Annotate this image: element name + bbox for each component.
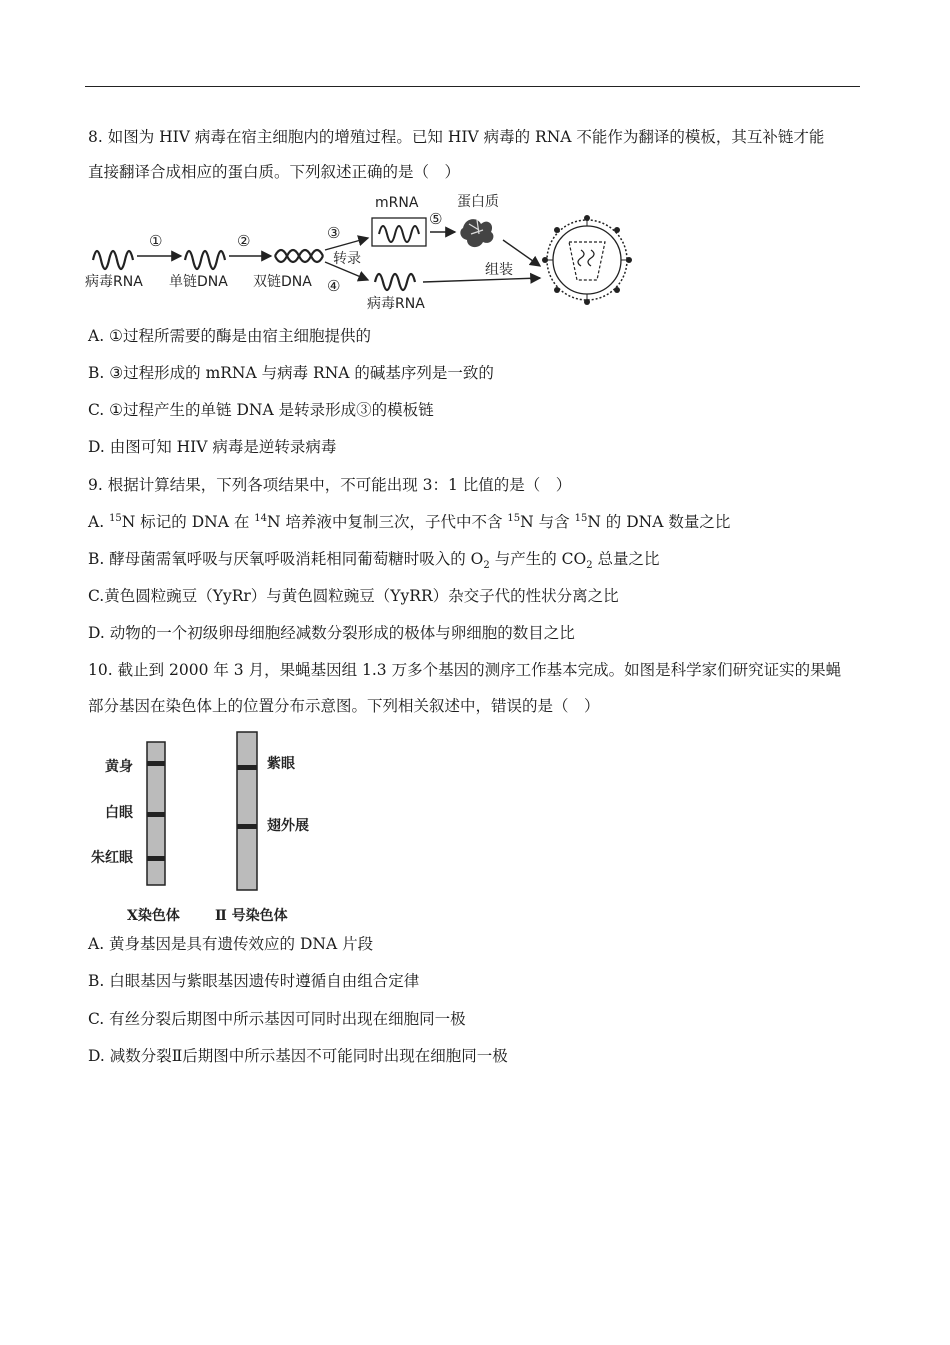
step-4-label: ④ — [327, 277, 341, 295]
chromosome-gene-map — [85, 728, 335, 928]
mrna-wave — [379, 226, 419, 242]
q8-option-a: A. ①过程所需要的酶是由宿主细胞提供的 — [88, 327, 371, 345]
hiv-replication-diagram — [85, 188, 635, 316]
x-chromosome-caption: X染色体 — [127, 908, 180, 924]
gene-label-wing-out: 翅外展 — [267, 818, 309, 834]
q9-stem: 9. 根据计算结果，下列各项结果中，不可能出现 3：1 比值的是（ ） — [88, 476, 572, 494]
step-3-label: ③ — [327, 224, 341, 242]
step-5-label: ⑤ — [429, 210, 443, 228]
q10-option-a: A. 黄身基因是具有遗传效应的 DNA 片段 — [88, 935, 374, 953]
x-gene-band-vermilion — [147, 856, 165, 861]
q8-stem-line1: 8. 如图为 HIV 病毒在宿主细胞内的增殖过程。已知 HIV 病毒的 RNA 不能作为翻译的模板，其互补链才能 — [88, 128, 825, 146]
virion-icon — [542, 215, 632, 305]
ss-dna-wave — [185, 251, 225, 269]
chromosome-ii-caption: Ⅱ 号染色体 — [215, 908, 288, 924]
x-gene-band-yellow — [147, 761, 165, 766]
label-virus-rna: 病毒RNA — [85, 274, 143, 290]
step-1-label: ① — [149, 232, 163, 250]
gene-label-purple-eye: 紫眼 — [267, 756, 295, 772]
label-assembly: 组装 — [485, 262, 513, 278]
label-transcription: 转录 — [333, 251, 361, 267]
q9-option-c: C.黄色圆粒豌豆（YyRr）与黄色圆粒豌豆（YyRR）杂交子代的性状分离之比 — [88, 587, 619, 605]
label-mrna: mRNA — [375, 195, 419, 211]
label-protein: 蛋白质 — [457, 194, 499, 210]
ii-gene-band-purple — [237, 765, 257, 770]
label-ss-dna: 单链DNA — [169, 274, 228, 290]
q10-option-b: B. 白眼基因与紫眼基因遗传时遵循自由组合定律 — [88, 972, 420, 990]
gene-label-vermilion-eye: 朱红眼 — [91, 850, 133, 866]
chromosome-ii — [237, 732, 257, 890]
ds-dna-helix-b — [275, 250, 323, 262]
virus-rna-wave — [93, 251, 133, 269]
q8-option-d: D. 由图可知 HIV 病毒是逆转录病毒 — [88, 438, 337, 456]
q9-option-b: B. 酵母菌需氧呼吸与厌氧呼吸消耗相同葡萄糖时吸入的 $O_2$ 与产生的 $CO_2$ 总量之比 — [88, 550, 660, 572]
q10-option-c: C. 有丝分裂后期图中所示基因可同时出现在细胞同一极 — [88, 1010, 466, 1028]
label-ds-dna: 双链DNA — [253, 274, 312, 290]
header-rule — [85, 86, 860, 87]
new-virus-rna-wave — [375, 274, 415, 290]
q9-option-a: A. $^{15}$N 标记的 DNA 在 $^{14}$N 培养液中复制三次，子代中不含 $^{15}$N 与含 $^{15}$N 的 DNA 数量之比 — [88, 512, 731, 531]
gene-label-white-eye: 白眼 — [105, 805, 133, 821]
gene-label-yellow-body: 黄身 — [105, 759, 133, 775]
q10-stem-line1: 10. 截止到 2000 年 3 月，果蝇基因组 1.3 万多个基因的测序工作基本完成。如图是科学家们研究证实的果蝇 — [88, 661, 842, 679]
q8-option-c: C. ①过程产生的单链 DNA 是转录形成③的模板链 — [88, 401, 434, 419]
step-2-label: ② — [237, 232, 251, 250]
label-virus-rna-2: 病毒RNA — [367, 296, 425, 312]
protein-blob — [460, 219, 493, 247]
q8-option-b: B. ③过程形成的 mRNA 与病毒 RNA 的碱基序列是一致的 — [88, 364, 494, 382]
x-gene-band-white — [147, 812, 165, 817]
q10-option-d: D. 减数分裂Ⅱ后期图中所示基因不可能同时出现在细胞同一极 — [88, 1047, 508, 1065]
q8-stem-line2: 直接翻译合成相应的蛋白质。下列叙述正确的是（ ） — [88, 163, 461, 181]
q9-option-d: D. 动物的一个初级卵母细胞经减数分裂形成的极体与卵细胞的数目之比 — [88, 624, 575, 642]
q10-stem-line2: 部分基因在染色体上的位置分布示意图。下列相关叙述中，错误的是（ ） — [88, 697, 600, 715]
ii-gene-band-dumpy — [237, 824, 257, 829]
